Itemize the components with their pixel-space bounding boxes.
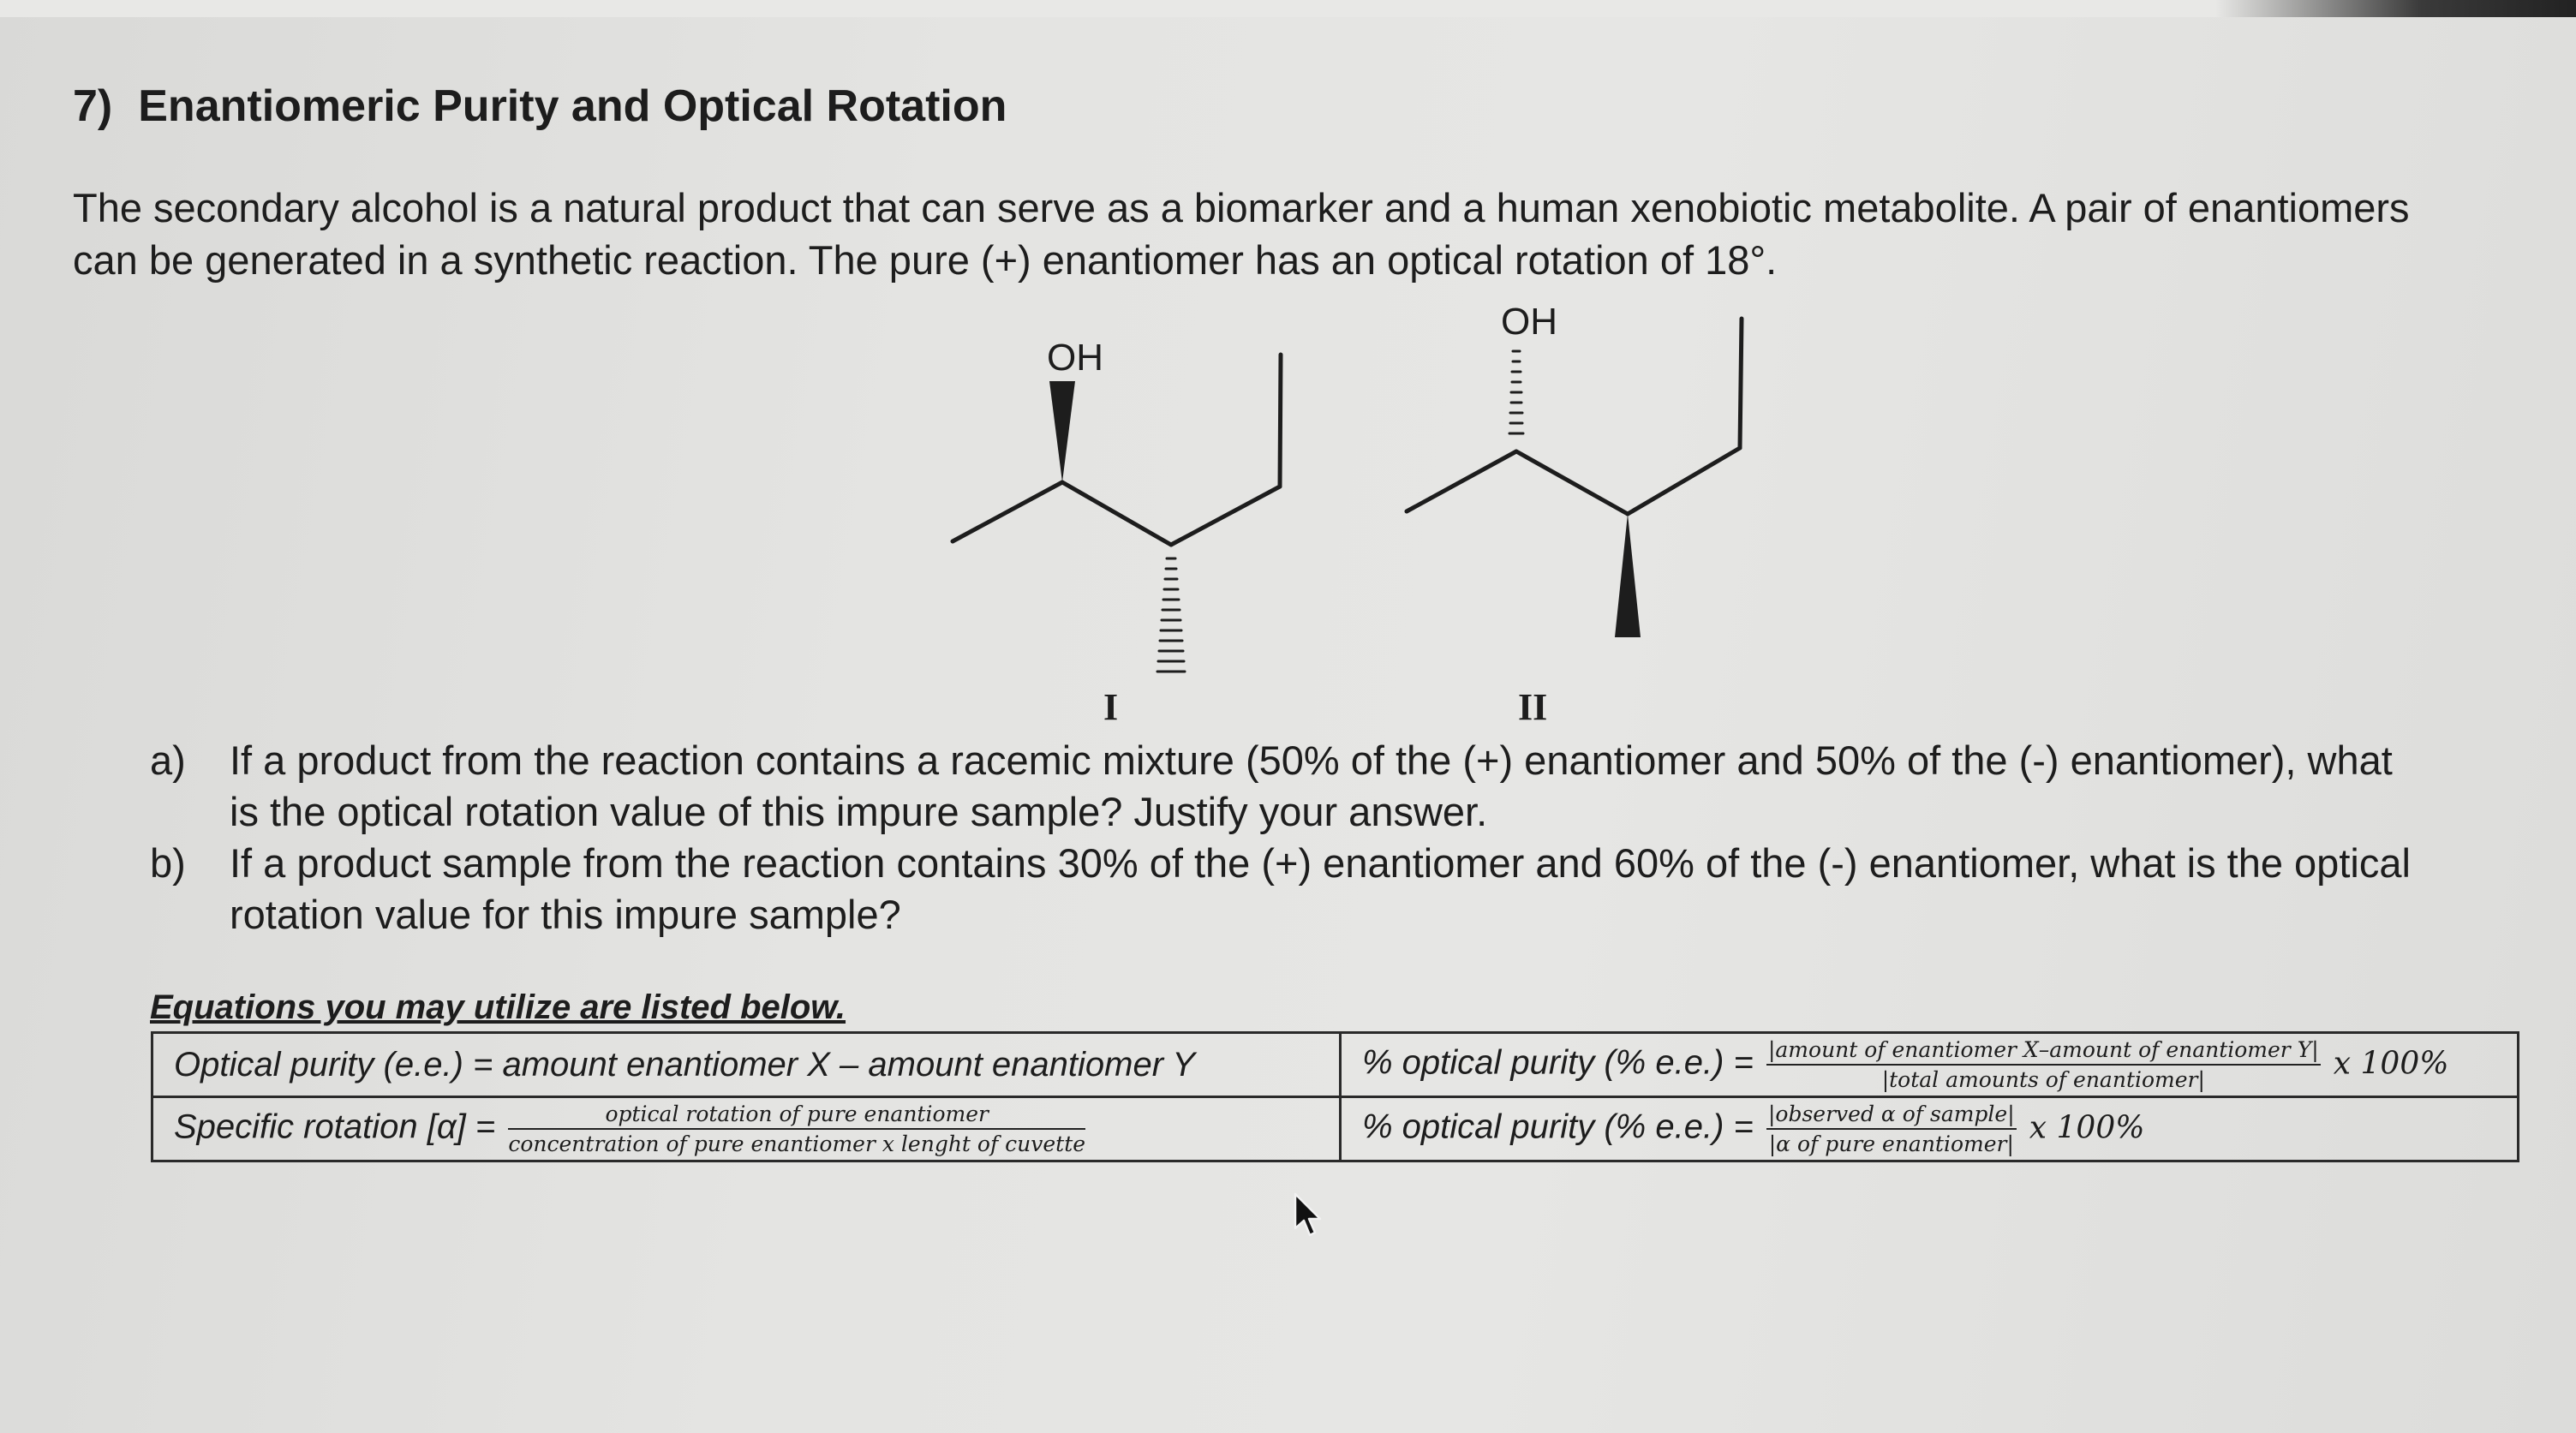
wedge-bond bbox=[1049, 381, 1075, 482]
eq2-prefix: % optical purity (% e.e.) = bbox=[1362, 1043, 1754, 1082]
part-a-line-1: If a product from the reaction contains a racemic mixture (50% of the (+) enantiomer and 50% of the (-) enantiomer), what bbox=[230, 737, 2393, 783]
eq1-text: Optical purity (e.e.) = amount enantiomer X – amount enantiomer Y bbox=[174, 1045, 1196, 1084]
oh-label-2: OH bbox=[1501, 301, 1557, 343]
question-title-text: Enantiomeric Purity and Optical Rotation bbox=[138, 81, 1007, 131]
structure-label-2: II bbox=[1518, 686, 1548, 728]
eq3-numerator: optical rotation of pure enantiomer bbox=[508, 1102, 1085, 1130]
equations-table bbox=[151, 1031, 2519, 1162]
structure-II bbox=[1407, 319, 1742, 637]
table-row bbox=[152, 1033, 2519, 1097]
part-b-letter: b) bbox=[150, 840, 186, 886]
part-a-letter: a) bbox=[150, 737, 186, 783]
intro-line-2: can be generated in a synthetic reaction. The pure (+) enantiomer has an optical rotation of 18°. bbox=[73, 237, 1778, 283]
mouse-cursor-icon bbox=[1292, 1192, 1323, 1240]
eq-percent-optical-purity bbox=[1341, 1033, 2519, 1097]
eq4-fraction bbox=[1766, 1102, 2017, 1156]
eq-specific-rotation bbox=[152, 1097, 1341, 1161]
structure-label-1: I bbox=[1103, 686, 1119, 728]
eq2-suffix: x 100% bbox=[2333, 1046, 2449, 1082]
hash-bond bbox=[1509, 351, 1523, 433]
intro-line-1: The secondary alcohol is a natural product that can serve as a biomarker and a human xenobiotic metabolite. A pair of enantiomers bbox=[73, 185, 2410, 230]
eq-percent-optical-purity-rotation bbox=[1341, 1097, 2519, 1161]
oh-label-1: OH bbox=[1047, 337, 1103, 379]
eq4-prefix: % optical purity (% e.e.) = bbox=[1362, 1108, 1754, 1146]
eq3-prefix: Specific rotation [α] = bbox=[174, 1108, 496, 1146]
part-b-line-2: rotation value for this impure sample? bbox=[230, 892, 901, 937]
eq2-denominator: |total amounts of enantiomer| bbox=[1881, 1067, 2205, 1092]
eq3-fraction bbox=[508, 1102, 1085, 1156]
part-a-line-2: is the optical rotation value of this impure sample? Justify your answer. bbox=[230, 789, 1488, 834]
table-row bbox=[152, 1097, 2519, 1161]
eq-optical-purity bbox=[152, 1033, 1341, 1097]
eq4-denominator: |α of pure enantiomer| bbox=[1768, 1131, 2014, 1156]
question-number: 7) bbox=[73, 81, 113, 131]
eq3-denominator: concentration of pure enantiomer x lenght of cuvette bbox=[508, 1131, 1086, 1156]
structure-I bbox=[953, 355, 1281, 672]
eq4-suffix: x 100% bbox=[2029, 1110, 2145, 1146]
eq2-fraction bbox=[1766, 1037, 2321, 1092]
eq4-numerator: |observed α of sample| bbox=[1766, 1102, 2017, 1130]
eq2-numerator: |amount of enantiomer X–amount of enantiomer Y| bbox=[1766, 1037, 2321, 1066]
equations-heading: Equations you may utilize are listed below. bbox=[150, 988, 846, 1026]
hash-bond bbox=[1157, 558, 1185, 672]
wedge-bond bbox=[1615, 514, 1641, 637]
part-b-line-1: If a product sample from the reaction contains 30% of the (+) enantiomer and 60% of the (-) enantiomer, what is the optical bbox=[230, 840, 2411, 886]
